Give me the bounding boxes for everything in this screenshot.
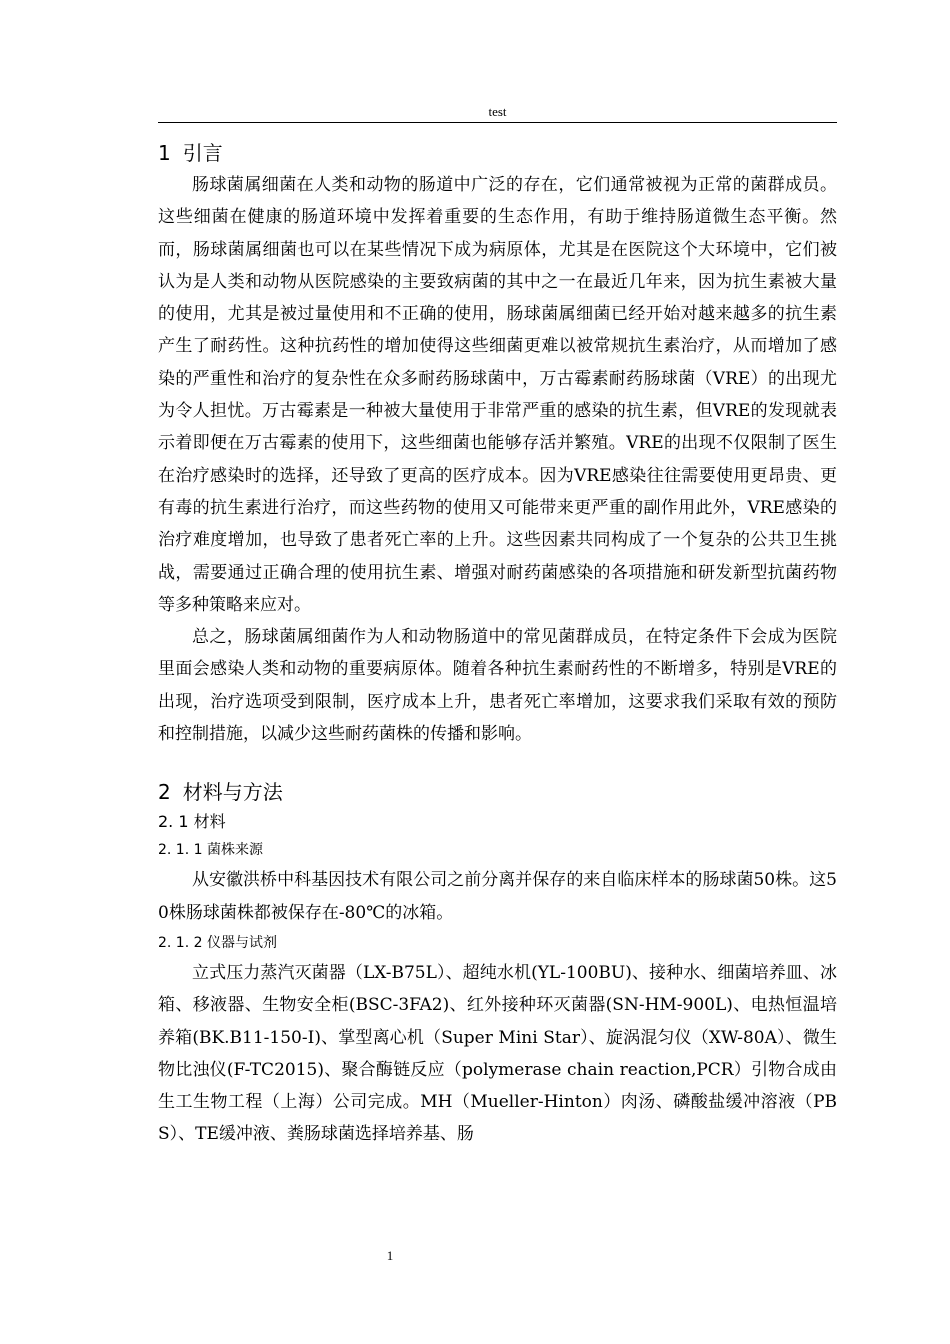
subsection-2-1-2-paragraph: 立式压力蒸汽灭菌器（LX-B75L）、超纯水机(YL-100BU)、接种水、细菌培养皿、冰箱、移液器、生物安全柜(BSC-3FA2)、红外接种环灭菌器(SN-HM-900L)、电热恒温培养箱(BK.B11-150-I)、掌型离心机（Super Mini Star）、旋涡混匀仪（XW-80A）、微生物比浊仪(F-TC2015)、聚合酶链反应（polymerase chain reaction,PCR）引物合成由生工生物工程（上海）公司完成。MH（Mueller-Hinton）肉汤、磷酸盐缓冲溶液（PBS）、TE缓冲液、粪肠球菌选择培养基、肠 [158,962,837,1145]
subsection-2-1-2-heading: 2. 1. 2 仪器与试剂 [158,934,277,951]
section-1-paragraph-2: 总之，肠球菌属细菌作为人和动物肠道中的常见菌群成员，在特定条件下会成为医院里面会感染人类和动物的重要病原体。随着各种抗生素耐药性的不断增多，特别是VRE的出现，治疗选项受到限制，医疗成本上升，患者死亡率增加，这要求我们采取有效的预防和控制措施，以减少这些耐药菌株的传播和影响。 [158,627,837,745]
section-1-title: 引言 [182,141,223,165]
subsection-2-1-1-heading: 2. 1. 1 菌株来源 [158,842,263,859]
section-2-number: 2 [158,780,171,805]
page-header: test [488,104,507,119]
subsection-2-1-1-paragraph: 从安徽洪桥中科基因技术有限公司之前分离并保存的来自临床样本的肠球菌50株。这50株肠球菌株都被保存在-80℃的冰箱。 [158,870,837,923]
section-2-heading [158,776,837,808]
subsection-2-1-heading: 2. 1 材料 [158,812,226,832]
page-number: 1 [386,1248,394,1263]
section-1-heading [158,137,837,169]
section-gap [158,750,837,776]
section-1-number: 1 [158,141,171,165]
section-1-paragraph-1: 肠球菌属细菌在人类和动物的肠道中广泛的存在，它们通常被视为正常的菌群成员。这些细菌在健康的肠道环境中发挥着重要的生态作用，有助于维持肠道微生态平衡。然而，肠球菌属细菌也可以在某些情况下成为病原体，尤其是在医院这个大环境中，它们被认为是人类和动物从医院感染的主要致病菌的其中之一在最近几年来，因为抗生素被大量的使用，尤其是被过量使用和不正确的使用，肠球菌属细菌已经开始对越来越多的抗生素产生了耐药性。这种抗药性的增加使得这些细菌更难以被常规抗生素治疗，从而增加了感染的严重性和治疗的复杂性在众多耐药肠球菌中，万古霉素耐药肠球菌（VRE）的出现尤为令人担忧。万古霉素是一种被大量使用于非常严重的感染的抗生素，但VRE的发现就表示着即便在万古霉素的使用下，这些细菌也能够存活并繁殖。VRE的出现不仅限制了医生在治疗感染时的选择，还导致了更高的医疗成本。因为VRE感染往往需要使用更昂贵、更有毒的抗生素进行治疗，而这些药物的使用又可能带来更严重的副作用此外，VRE感染的治疗难度增加，也导致了患者死亡率的上升。这些因素共同构成了一个复杂的公共卫生挑战，需要通过正确合理的使用抗生素、增强对耐药菌感染的各项措施和研发新型抗菌药物等多种策略来应对。 [158,175,837,615]
header-rule [158,122,837,123]
section-2-title: 材料与方法 [182,780,283,805]
document-body [158,137,837,1151]
